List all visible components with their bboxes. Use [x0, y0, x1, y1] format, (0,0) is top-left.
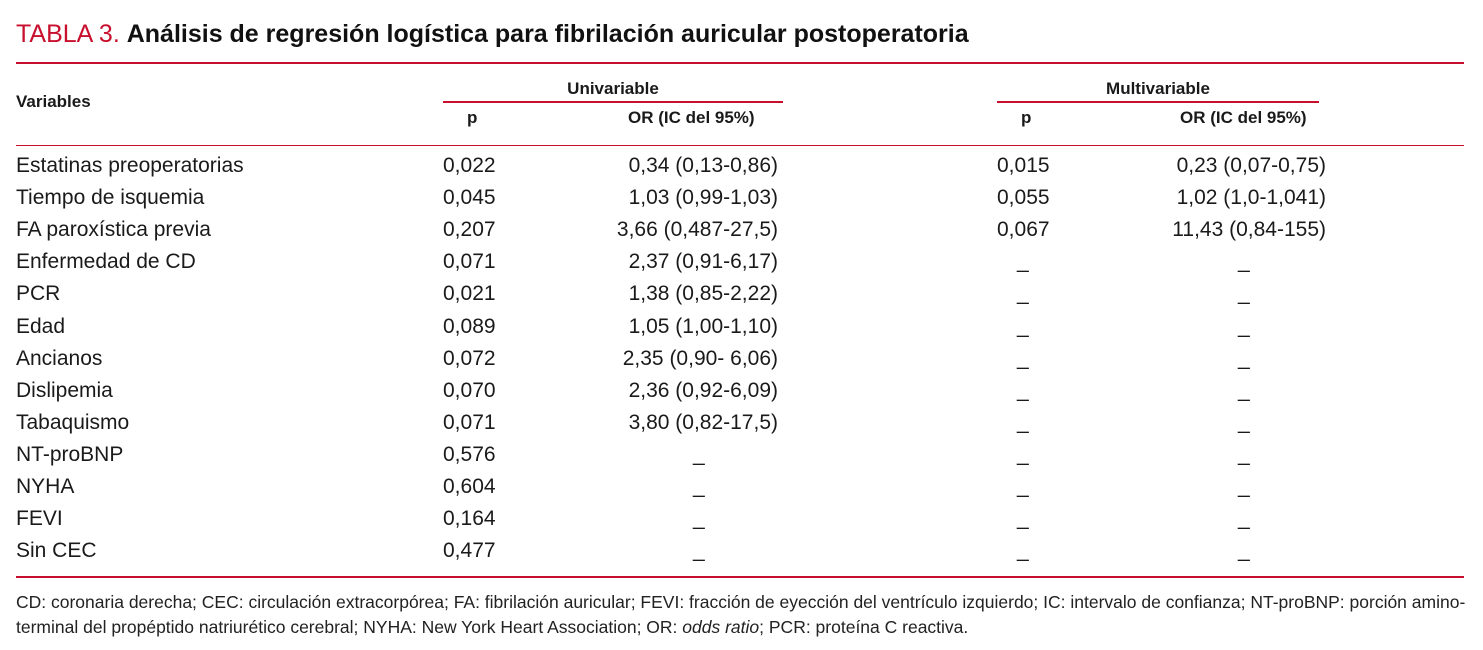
table-row [0, 186, 1483, 218]
multivariable-header: Multivariable [1106, 79, 1210, 98]
univariable-p-cell: 0,207 [443, 218, 496, 242]
variable-cell: Dislipemia [16, 378, 113, 402]
footnote-text: CD: coronaria derecha; CEC: circulación extracorpórea; FA: fibrilación auricular; FEVI: fracción de eyección del ventrículo izquierdo; IC: intervalo de confianza; NT-proBNP: porción amino-terminal del propéptido natriurético cerebral; NYHA: New York Heart Association; OR: [16, 592, 1466, 637]
multivariable-p-header: p [1021, 108, 1032, 127]
multivariable-or-cell: _ [1238, 346, 1250, 370]
univariable-or-cell: 2,35 (0,90- 6,06) [622, 346, 778, 370]
table-row [0, 315, 1483, 347]
table-footnote [16, 590, 1466, 640]
multivariable-p-cell: _ [1017, 250, 1029, 274]
multivariable-or-cell: _ [1238, 442, 1250, 466]
footnote-end: ; PCR: proteína C reactiva. [759, 617, 969, 637]
variable-cell: FEVI [16, 507, 63, 531]
table-row [0, 475, 1483, 507]
top-rule [16, 62, 1464, 64]
variable-cell: Tabaquismo [16, 410, 130, 434]
table-row [0, 539, 1483, 571]
univariable-p-cell: 0,089 [443, 314, 496, 338]
univariable-or-cell: 2,37 (0,91-6,17) [628, 250, 778, 274]
multivariable-p-cell: 0,055 [997, 186, 1050, 210]
multivariable-p-cell: _ [1017, 442, 1029, 466]
table-row [0, 154, 1483, 186]
multivariable-or-cell: _ [1238, 475, 1250, 498]
multivariable-p-cell: _ [1017, 282, 1029, 306]
table-row [0, 411, 1483, 443]
univariable-p-cell: 0,164 [443, 507, 496, 531]
multivariable-or-cell: _ [1238, 378, 1250, 402]
univariable-or-cell: 3,66 (0,487-27,5) [616, 218, 778, 242]
multivariable-p-cell: _ [1017, 507, 1029, 531]
multivariable-p-cell: _ [1017, 539, 1029, 563]
table-row [0, 379, 1483, 411]
univariable-p-cell: 0,477 [443, 539, 496, 563]
univariable-or-cell: _ [693, 507, 705, 531]
univariable-p-cell: 0,576 [443, 442, 496, 466]
multivariable-or-header: OR (IC del 95%) [1180, 108, 1307, 127]
univariable-or-cell: _ [693, 442, 705, 466]
multivariable-p-cell: _ [1017, 314, 1029, 338]
variable-cell: PCR [16, 282, 61, 306]
table-row [0, 250, 1483, 282]
univariable-p-cell: 0,045 [443, 186, 496, 210]
table-caption: Análisis de regresión logística para fibrilación auricular postoperatoria [126, 20, 969, 48]
variable-cell: Estatinas preoperatorias [16, 154, 244, 177]
multivariable-or-cell: _ [1238, 539, 1250, 563]
univariable-or-cell: 0,34 (0,13-0,86) [628, 154, 778, 177]
multivariable-p-cell: _ [1017, 410, 1029, 434]
univariable-or-cell: _ [693, 475, 705, 498]
multivariable-or-cell: 11,43 (0,84-155) [1172, 218, 1326, 242]
univariable-or-cell: _ [693, 539, 705, 563]
univariable-or-header: OR (IC del 95%) [628, 108, 755, 127]
multivariable-p-cell: 0,015 [997, 154, 1050, 177]
multivariable-or-cell: _ [1238, 282, 1250, 306]
univariable-or-cell: 2,36 (0,92-6,09) [628, 378, 778, 402]
table-row [0, 282, 1483, 314]
variable-cell: FA paroxística previa [16, 218, 211, 242]
table-number: TABLA 3. [16, 20, 120, 48]
variable-cell: NYHA [16, 475, 75, 498]
univariable-p-cell: 0,604 [443, 475, 496, 498]
table-title [16, 20, 969, 49]
table-row [0, 347, 1483, 379]
univariable-underline [443, 101, 783, 103]
multivariable-or-cell: 1,02 (1,0-1,041) [1176, 186, 1326, 210]
univariable-p-cell: 0,021 [443, 282, 496, 306]
univariable-p-header: p [467, 108, 478, 127]
univariable-header: Univariable [567, 79, 659, 98]
table-row [0, 218, 1483, 250]
table-row [0, 507, 1483, 539]
univariable-p-cell: 0,070 [443, 378, 496, 402]
multivariable-or-cell: 0,23 (0,07-0,75) [1176, 154, 1326, 177]
multivariable-p-cell: _ [1017, 346, 1029, 370]
header-rule [16, 145, 1464, 146]
variable-cell: Sin CEC [16, 539, 97, 563]
univariable-or-cell: 3,80 (0,82-17,5) [628, 410, 778, 434]
univariable-p-cell: 0,071 [443, 410, 496, 434]
variable-cell: Tiempo de isquemia [16, 186, 205, 210]
univariable-p-cell: 0,071 [443, 250, 496, 274]
variable-cell: Edad [16, 314, 66, 338]
table-row [0, 443, 1483, 475]
variable-cell: NT-proBNP [16, 442, 124, 466]
multivariable-or-cell: _ [1238, 250, 1250, 274]
footnote-italic: odds ratio [682, 617, 760, 637]
univariable-p-cell: 0,022 [443, 154, 496, 177]
variables-header: Variables [16, 92, 91, 111]
multivariable-p-cell: 0,067 [997, 218, 1050, 242]
multivariable-or-cell: _ [1238, 314, 1250, 338]
univariable-p-cell: 0,072 [443, 346, 496, 370]
univariable-or-cell: 1,05 (1,00-1,10) [628, 314, 778, 338]
variable-cell: Enfermedad de CD [16, 250, 196, 274]
multivariable-or-cell: _ [1238, 410, 1250, 434]
univariable-or-cell: 1,03 (0,99-1,03) [628, 186, 778, 210]
multivariable-p-cell: _ [1017, 475, 1029, 498]
bottom-rule [16, 576, 1464, 578]
variable-cell: Ancianos [16, 346, 103, 370]
univariable-or-cell: 1,38 (0,85-2,22) [628, 282, 778, 306]
multivariable-or-cell: _ [1238, 507, 1250, 531]
multivariable-underline [997, 101, 1319, 103]
multivariable-p-cell: _ [1017, 378, 1029, 402]
